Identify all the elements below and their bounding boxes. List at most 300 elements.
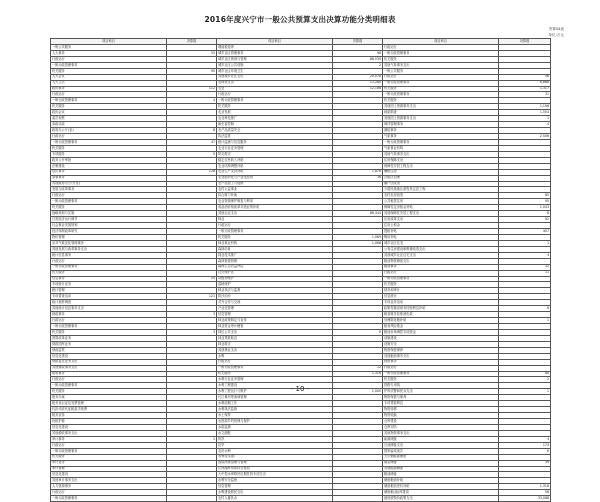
amount-cell: 1,000 <box>333 389 383 395</box>
item-name-cell: 应对气候变化管理事务 <box>51 240 167 246</box>
amount-cell: 1,317 <box>499 86 551 92</box>
item-name-cell: 提租补贴 <box>383 229 499 235</box>
item-name-cell: 经济体制改革研究 <box>51 229 167 235</box>
item-name-cell: 行政运行 <box>51 318 167 324</box>
item-name-cell: 储备粮油差价补贴 <box>383 484 499 490</box>
item-name-cell: 行政运行 <box>217 92 333 98</box>
item-name-cell: 保障性住房租金补贴 <box>383 205 499 211</box>
item-name-cell: 其他林业支出 <box>217 347 333 353</box>
item-name-cell: 一般行政管理事务 <box>383 50 499 56</box>
amount-cell: 1 <box>499 318 551 324</box>
item-name-cell: 专项贷款利息 <box>383 401 499 407</box>
item-name-cell: 一般行政管理事务 <box>383 80 499 86</box>
item-name-cell: 其他发展与改革事务支出 <box>51 246 167 252</box>
item-name-cell: 农村人畜饮水 <box>217 496 333 502</box>
item-name-cell: 水利 <box>217 353 333 359</box>
item-name-cell: 农业生产支持补贴 <box>217 169 333 175</box>
amount-cell: 12,186 <box>333 86 383 92</box>
item-name-cell: 一般行政管理事务 <box>51 199 167 205</box>
amount-cell: 12 <box>499 264 551 270</box>
item-name-cell: 产业化管理 <box>217 306 333 312</box>
item-name-cell: 公共租赁住房 <box>383 199 499 205</box>
item-name-cell: 粮油储备 <box>383 472 499 478</box>
item-name-cell: 防灾救灾 <box>217 151 333 157</box>
item-name-cell: 长江黄河等流域管理 <box>217 395 333 401</box>
amount-cell: 9 <box>333 329 383 335</box>
item-name-cell: 对外合作与交流 <box>217 300 333 306</box>
item-name-cell: 一般行政管理事务 <box>51 448 167 454</box>
item-name-cell: 海洋管理事务 <box>383 122 499 128</box>
amount-cell: 53 <box>167 50 217 56</box>
item-name-cell: 物资轮换 <box>383 413 499 419</box>
item-name-cell: 审计事务 <box>51 436 167 442</box>
amount-cell: 1 <box>167 436 217 442</box>
item-name-cell: 城乡社区住宅 <box>383 240 499 246</box>
item-name-cell: 其他农业支出 <box>217 211 333 217</box>
amount-cell: 98 <box>333 50 383 56</box>
item-name-cell: 设施安全 <box>383 341 499 347</box>
amount-cell: 56 <box>499 490 551 496</box>
item-name-cell: 统计监测与信息服务 <box>217 139 333 145</box>
amount-cell: 4 <box>499 252 551 258</box>
header-amount-1: 决算数 <box>167 39 217 45</box>
item-name-cell: 行政运行 <box>51 193 167 199</box>
amount-cell: 174 <box>499 442 551 448</box>
item-name-cell: 水文测报 <box>217 430 333 436</box>
item-name-cell: 发展与改革事务 <box>51 187 167 193</box>
item-name-cell: 廉租住房 <box>383 169 499 175</box>
item-name-cell: 财政国库业务 <box>51 341 167 347</box>
header-item-1: 项目科目 <box>51 39 167 45</box>
amount-cell: 3 <box>167 329 217 335</box>
item-name-cell: 一般公共服务 <box>51 44 167 50</box>
item-name-cell: 铁路专用线 <box>383 383 499 389</box>
item-name-cell: 抗旱 <box>217 442 333 448</box>
amount-cell: 13,280 <box>333 80 383 86</box>
item-name-cell: 日常经济运行调节 <box>51 217 167 223</box>
amount-cell: 2 <box>333 62 383 68</box>
item-name-cell: 政策性粮食财务挂账利息补贴 <box>383 306 499 312</box>
item-name-cell: 协税护税 <box>51 419 167 425</box>
amount-cell: 128 <box>167 169 217 175</box>
item-name-cell: 一般行政管理事务 <box>383 92 499 98</box>
item-name-cell: 林业救灾 <box>217 341 333 347</box>
item-name-cell: 城乡社区公共设施 <box>217 62 333 68</box>
item-name-cell: 信息化建设 <box>51 424 167 430</box>
item-name-cell: 森林资源管理 <box>217 258 333 264</box>
item-name-cell: 农业行业业务管理 <box>217 145 333 151</box>
item-name-cell: 专项统计业务 <box>51 282 167 288</box>
item-name-cell: 沉陷区治理 <box>383 175 499 181</box>
item-name-cell: 保障性安居工程支出 <box>383 163 499 169</box>
item-name-cell: 物资保管与保养 <box>383 395 499 401</box>
item-name-cell: 一般行政管理事务 <box>383 276 499 282</box>
amount-cell: 86,344 <box>333 211 383 217</box>
item-name-cell: 其他城乡社区住宅支出 <box>383 252 499 258</box>
item-name-cell: 机关服务 <box>51 68 167 74</box>
item-name-cell: 湿地保护 <box>217 282 333 288</box>
item-name-cell: 行政运行 <box>383 270 499 276</box>
item-name-cell: 国家留成油井 <box>383 448 499 454</box>
item-name-cell: 税收事务 <box>51 371 167 377</box>
item-name-cell: 其他气象事务支出 <box>383 62 499 68</box>
amount-cell: 2 <box>499 377 551 383</box>
item-name-cell: 人大会议 <box>51 74 167 80</box>
header-amount-2: 决算数 <box>333 39 383 45</box>
amount-cell: 1 <box>499 116 551 122</box>
table-row <box>51 496 551 502</box>
item-name-cell: 专项普查活动 <box>51 294 167 300</box>
item-name-cell: 处理陈化粮补贴 <box>383 318 499 324</box>
item-name-cell: 江河湖库水系综合整治 <box>217 466 333 472</box>
item-name-cell: 煤炭储备 <box>383 460 499 466</box>
item-name-cell: 一般行政管理事务 <box>51 98 167 104</box>
item-name-cell: 水土保持 <box>217 413 333 419</box>
item-name-cell: 大中型水库移民后期扶持专项支出 <box>217 472 333 478</box>
item-name-cell: 农业资源保护修复与利用 <box>217 199 333 205</box>
item-name-cell: 森林培育 <box>217 246 333 252</box>
item-name-cell: 粮油物资储备支出 <box>383 258 499 264</box>
item-name-cell: 地质勘查 <box>383 110 499 116</box>
item-name-cell: 气象事业机构 <box>383 145 499 151</box>
amount-cell: 8 <box>167 128 217 134</box>
item-name-cell: 一般行政管理事务 <box>51 264 167 270</box>
item-name-cell: 机关服务 <box>217 104 333 110</box>
item-name-cell: 机关服务 <box>383 86 499 92</box>
item-name-cell: 农村危房改造 <box>383 193 499 199</box>
item-name-cell: 物资事务 <box>383 359 499 365</box>
item-name-cell: 信息化建设 <box>51 353 167 359</box>
item-name-cell: 能源储备 <box>383 436 499 442</box>
item-name-cell: 战略规划与实施 <box>51 211 167 217</box>
item-name-cell: 林业政策制定与宣传 <box>217 318 333 324</box>
amount-cell: 85 <box>499 193 551 199</box>
item-name-cell: 农田水利 <box>217 448 333 454</box>
item-name-cell: 参政议政 <box>51 122 167 128</box>
item-name-cell: 机关服务 <box>51 205 167 211</box>
item-name-cell: 天然铀能源储备 <box>383 454 499 460</box>
item-name-cell: 行政运行 <box>217 223 333 229</box>
amount-cell: 3 <box>167 312 217 318</box>
item-name-cell: 其他物资事务支出 <box>383 430 499 436</box>
item-name-cell: 信息管理 <box>217 312 333 318</box>
amount-cell: 1,043 <box>499 205 551 211</box>
item-name-cell: 行政运行 <box>51 377 167 383</box>
item-name-cell: 石油储备支出 <box>383 442 499 448</box>
header-item-2: 项目科目 <box>217 39 333 45</box>
table-body <box>51 44 551 501</box>
item-name-cell: 统计管理 <box>51 288 167 294</box>
item-name-cell: 行政运行 <box>383 44 499 50</box>
item-name-cell: 统计抽样调查 <box>51 300 167 306</box>
item-name-cell: 机关服务 <box>51 270 167 276</box>
item-name-cell: 农业结构调整补贴 <box>217 163 333 169</box>
item-name-cell: 公有住房建设和维修改造支出 <box>383 246 499 252</box>
item-name-cell: 机关服务 <box>51 329 167 335</box>
item-name-cell: 林业技术推广 <box>217 252 333 258</box>
item-name-cell: 防沙治沙 <box>217 294 333 300</box>
item-name-cell: 信息管理 <box>217 484 333 490</box>
amount-cell: 11 <box>499 270 551 276</box>
item-name-cell: 信息事务 <box>51 276 167 282</box>
amount-cell: 12 <box>333 365 383 371</box>
item-name-cell: 一般行政管理事务 <box>51 62 167 68</box>
item-name-cell: 测绘事务 <box>383 128 499 134</box>
unit-label: 单位:万元 <box>548 33 564 37</box>
form-number: 决算04表 <box>548 27 564 31</box>
amount-cell: 5 <box>167 151 217 157</box>
item-name-cell: 储备粮油补贴 <box>383 478 499 484</box>
item-name-cell: 粮食财务挂账消化款 <box>383 312 499 318</box>
item-name-cell: 税务宣传 <box>51 413 167 419</box>
item-name-cell: 水利工程运行与维护 <box>217 389 333 395</box>
item-name-cell: 一般行政管理事务 <box>51 324 167 330</box>
amount-cell: 4 <box>167 98 217 104</box>
item-name-cell: 物价管理 <box>51 234 167 240</box>
amount-cell: 86,539 <box>333 56 383 62</box>
item-name-cell: 棚户区改造 <box>383 181 499 187</box>
item-name-cell: 一般行政管理事务 <box>217 365 333 371</box>
item-name-cell: 一般行政管理事务 <box>217 229 333 235</box>
amount-cell: 8 <box>499 211 551 217</box>
item-name-cell: 机关服务 <box>51 389 167 395</box>
item-name-cell: 农业科技推广 <box>217 116 333 122</box>
item-name-cell: 住房保障支出 <box>383 157 499 163</box>
item-name-cell: 机关服务 <box>51 104 167 110</box>
item-name-cell: 林区公共支出 <box>217 329 333 335</box>
item-name-cell: 人力资源事务 <box>51 484 167 490</box>
item-name-cell: 水利工程建设 <box>217 383 333 389</box>
item-name-cell: 统计信息事务 <box>51 252 167 258</box>
amount-cell: 407 <box>499 229 551 235</box>
item-name-cell: 政府办公厅(室) <box>51 128 167 134</box>
item-name-cell: 城乡社区环境卫生 <box>217 68 333 74</box>
header-amount-3: 决算数 <box>499 39 551 45</box>
amount-cell <box>167 496 217 502</box>
amount-cell: 6,868 <box>499 80 551 86</box>
item-name-cell: 仓库安防 <box>383 424 499 430</box>
amount-cell: 2,506 <box>499 134 551 140</box>
amount-cell: 4 <box>499 122 551 128</box>
item-name-cell: 行政运行 <box>51 134 167 140</box>
item-name-cell: 住房公积金 <box>383 223 499 229</box>
amount-cell: 1 <box>499 240 551 246</box>
amount-cell: 33,088 <box>499 496 551 502</box>
item-name-cell: 自然保护区 <box>217 270 333 276</box>
item-name-cell: 物资保管保养 <box>383 347 499 353</box>
item-name-cell: 信访事务 <box>51 169 167 175</box>
item-name-cell: 机关服务 <box>217 371 333 377</box>
item-name-cell: 政务公开审批 <box>51 157 167 163</box>
item-name-cell: 水利行业业务管理 <box>217 377 333 383</box>
item-name-cell: 森林生态效益补偿 <box>217 264 333 270</box>
item-name-cell: 政协会议 <box>51 110 167 116</box>
item-name-cell: 一般行政管理事务 <box>51 139 167 145</box>
page-title: 2016年度兴宁市一般公共预算支出决算功能分类明细表 <box>204 15 396 24</box>
item-name-cell: 仓库建设 <box>383 419 499 425</box>
item-name-cell: 水利建设移民支出 <box>217 490 333 496</box>
amount-cell: 1,068 <box>333 240 383 246</box>
item-name-cell: 机关服务 <box>383 56 499 62</box>
item-name-cell: 行政运行 <box>217 359 333 365</box>
item-name-cell: 社会事业发展规划 <box>51 223 167 229</box>
item-name-cell: 税务登记证及发票管理 <box>51 401 167 407</box>
item-name-cell: 城乡社区管理事务 <box>217 50 333 56</box>
amount-cell: 1,554 <box>499 110 551 116</box>
item-name-cell: 机关服务 <box>217 234 333 240</box>
item-name-cell: 农产品质量安全 <box>217 128 333 134</box>
item-name-cell: 其他税收事务支出 <box>51 430 167 436</box>
item-name-cell: 农业发展 <box>217 110 333 116</box>
amount-cell: 1,876 <box>333 169 383 175</box>
amount-cell: 47 <box>167 139 217 145</box>
item-name-cell: 增值税退库 <box>217 44 333 50</box>
item-name-cell: 行政运行 <box>51 56 167 62</box>
item-name-cell: 粮食风险基金 <box>383 324 499 330</box>
amount-cell: 92 <box>499 217 551 223</box>
item-name-cell: 农产品加工与促销 <box>217 181 333 187</box>
item-name-cell: 水利执法监督 <box>217 407 333 413</box>
item-name-cell: 水利安全监督 <box>217 478 333 484</box>
item-name-cell: 住房改革支出 <box>383 217 499 223</box>
item-name-cell: 城乡社区规划与管理 <box>217 56 333 62</box>
amount-cell: 31 <box>499 92 551 98</box>
item-name-cell: 一般公共服务 <box>383 68 499 74</box>
item-name-cell: 代扣代收代征税款手续费 <box>51 407 167 413</box>
item-name-cell: 审计业务 <box>51 460 167 466</box>
item-name-cell: 委员视察 <box>51 116 167 122</box>
item-name-cell: 执法监管 <box>217 134 333 140</box>
amount-cell: 1,316 <box>333 371 383 377</box>
amount-cell: 121 <box>167 294 217 300</box>
amount-cell: 16 <box>333 175 383 181</box>
item-name-cell: 机关服务 <box>51 454 167 460</box>
item-name-cell: 其他气象事务支出 <box>383 151 499 157</box>
amount-cell: 6 <box>499 306 551 312</box>
item-name-cell: 税务办案 <box>51 395 167 401</box>
amount-cell: 39 <box>499 460 551 466</box>
header-item-3: 项目科目 <box>383 39 499 45</box>
item-name-cell: 一般行政管理事务 <box>51 383 167 389</box>
item-name-cell: 水利技术推广 <box>217 454 333 460</box>
item-name-cell: 一般行政管理事务 <box>217 98 333 104</box>
item-name-cell: 少数民族地区游牧民定居工程 <box>383 187 499 193</box>
amount-cell: 1 <box>499 389 551 395</box>
item-name-cell: 其他统计信息事务支出 <box>51 306 167 312</box>
item-name-cell: 物资转移 <box>383 407 499 413</box>
amount-cell: 25 <box>167 276 217 282</box>
amount-cell: 1,196 <box>499 104 551 110</box>
item-name-cell: 其他审计事务支出 <box>51 478 167 484</box>
item-name-cell: 其他政府办公厅(室) <box>51 181 167 187</box>
item-name-cell: 林业资金审计稽查 <box>217 324 333 330</box>
item-name-cell: 财务和审计 <box>383 288 499 294</box>
item-name-cell: 法制建设 <box>51 163 167 169</box>
item-name-cell: 农业 <box>217 86 333 92</box>
item-name-cell: 信息统计 <box>383 294 499 300</box>
item-name-cell: 病虫害控制 <box>217 122 333 128</box>
item-name-cell: 储备粮(油)库建设 <box>383 490 499 496</box>
item-name-cell: 水利前期工作 <box>217 401 333 407</box>
item-name-cell: 林业事业机构 <box>217 240 333 246</box>
item-name-cell: 专项业务活动 <box>383 300 499 306</box>
item-name-cell: 最低收购价政策支出 <box>383 496 499 502</box>
item-name-cell: 财政事务 <box>51 312 167 318</box>
item-name-cell: 财政委托业务支出 <box>51 359 167 365</box>
item-name-cell: 其他国土资源事务支出 <box>383 104 499 110</box>
item-name-cell: 行政运行 <box>51 258 167 264</box>
item-name-cell: 购房补贴 <box>383 234 499 240</box>
item-name-cell: 一般行政管理事务 <box>383 139 499 145</box>
amount-cell: 1,069 <box>333 234 383 240</box>
amount-cell: 6 <box>499 448 551 454</box>
item-name-cell: 稳定农民收入补贴 <box>217 157 333 163</box>
item-name-cell: 护库武警和民兵支出 <box>383 389 499 395</box>
amount-cell: 4 <box>499 436 551 442</box>
item-name-cell: 粮油市场调控专项资金 <box>383 329 499 335</box>
item-name-cell: 其他保障性安居工程支出 <box>383 211 499 217</box>
item-name-cell: 农村公益事业 <box>217 187 333 193</box>
item-name-cell: 机关服务 <box>383 282 499 288</box>
item-name-cell: 农业组织化与产业化经营 <box>217 175 333 181</box>
item-name-cell: 信息化建设 <box>51 472 167 478</box>
item-name-cell: 行政运行 <box>383 365 499 371</box>
item-name-cell: 预算改革业务 <box>51 335 167 341</box>
amount-cell: 1,316 <box>499 484 551 490</box>
item-name-cell: 林业贷款贴息 <box>217 335 333 341</box>
item-name-cell: 防汛 <box>217 436 333 442</box>
item-name-cell: 其他能源储备 <box>383 466 499 472</box>
item-name-cell: 审计管理 <box>51 466 167 472</box>
item-name-cell: 行政运行 <box>383 74 499 80</box>
item-name-cell: 一般行政管理事务 <box>51 496 167 502</box>
item-name-cell: 其他财政事务支出 <box>51 365 167 371</box>
item-name-cell: 粮油事务 <box>383 264 499 270</box>
budget-table <box>50 38 551 502</box>
item-name-cell: 人大事务 <box>51 50 167 56</box>
item-name-cell: 其他粮油事务支出 <box>383 353 499 359</box>
item-name-cell: 林业执法与监督 <box>217 288 333 294</box>
item-name-cell: 参事事务 <box>51 175 167 181</box>
item-name-cell: 国际河流治理与管理 <box>217 460 333 466</box>
item-name-cell: 其他城乡社区支出 <box>217 74 333 80</box>
amount-cell: 80 <box>499 371 551 377</box>
item-name-cell: 设施建设 <box>383 335 499 341</box>
item-name-cell: 机关服务 <box>51 145 167 151</box>
item-name-cell: 水质监测 <box>217 424 333 430</box>
amount-cell: 112 <box>167 86 217 92</box>
item-name-cell: 政协事务 <box>51 86 167 92</box>
item-name-cell: 气象事务 <box>383 134 499 140</box>
item-name-cell: 行政运行 <box>51 490 167 496</box>
page-number: - 10 - <box>290 385 310 393</box>
amount-cell <box>333 496 383 502</box>
item-name-cell: 动植物保护 <box>217 276 333 282</box>
amount-cell: 56 <box>499 74 551 80</box>
item-name-cell: 人大立法 <box>51 80 167 86</box>
item-name-cell: 一般行政管理事务 <box>383 371 499 377</box>
item-name-cell: 农林水支出 <box>217 80 333 86</box>
item-name-cell: 专项服务 <box>51 151 167 157</box>
item-name-cell: 行政运行 <box>51 442 167 448</box>
item-name-cell: 其他国土资源事务支出 <box>383 116 499 122</box>
amount-cell: 95 <box>499 199 551 205</box>
amount-cell: 95 <box>167 68 217 74</box>
item-name-cell: 水资源节约管理与保护 <box>217 419 333 425</box>
amount-cell: 20,078 <box>333 74 383 80</box>
item-name-cell: 机关服务 <box>383 377 499 383</box>
item-name-cell: 林业 <box>217 217 333 223</box>
